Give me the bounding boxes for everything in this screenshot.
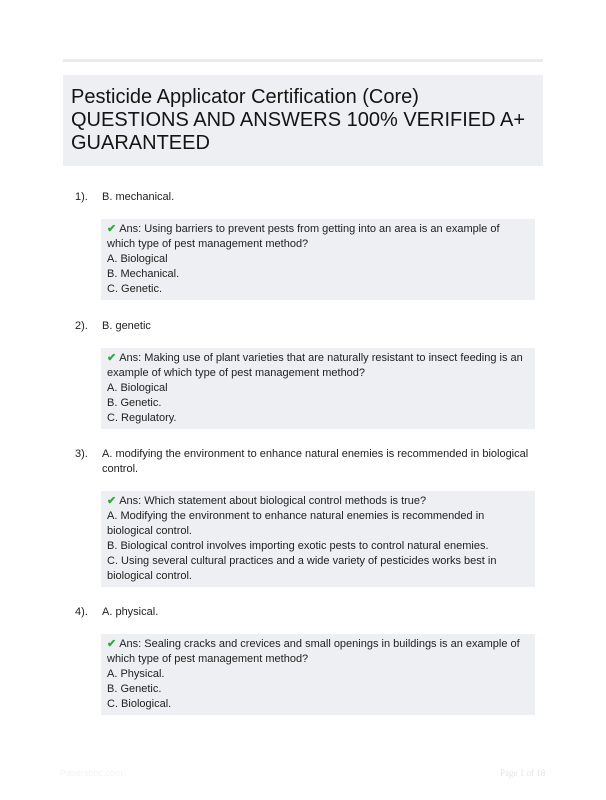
option-c: C. Using several cultural practices and a wide variety of pesticides works best in biological control. xyxy=(107,555,497,582)
option-a: A. Biological xyxy=(107,253,168,265)
option-a: A. Physical. xyxy=(107,668,165,680)
answer-panel xyxy=(101,491,535,587)
checkmark-icon: ✔ xyxy=(107,495,117,507)
answer-prompt: Ans: Making use of plant varieties that are naturally resistant to insect feeding is an example of which type of pest management method? xyxy=(107,352,523,379)
title-banner xyxy=(63,75,543,166)
question-answer: A. modifying the environment to enhance natural enemies is recommended in biological control. xyxy=(102,448,529,475)
question-answer: B. mechanical. xyxy=(102,191,175,203)
option-b: B. Genetic. xyxy=(107,683,162,695)
question-3 xyxy=(75,447,535,587)
option-a: A. Biological xyxy=(107,382,168,394)
document-title: Pesticide Applicator Certification (Core) QUESTIONS AND ANSWERS 100% VERIFIED A+ GUARANTEED xyxy=(71,86,526,154)
question-answer: A. physical. xyxy=(102,606,159,618)
checkmark-icon: ✔ xyxy=(107,352,117,364)
question-1 xyxy=(75,190,535,300)
question-number: 2). xyxy=(75,320,88,332)
question-2 xyxy=(75,319,535,429)
option-c: C. Regulatory. xyxy=(107,412,177,424)
footer-page-number: Page 1 of 18 xyxy=(500,768,546,778)
option-b: B. Mechanical. xyxy=(107,268,180,280)
answer-prompt: Ans: Sealing cracks and crevices and small openings in buildings is an example of which type of pest management method? xyxy=(107,638,520,665)
top-divider xyxy=(63,59,543,62)
answer-prompt: Ans: Using barriers to prevent pests from getting into an area is an example of which type of pest management method? xyxy=(107,223,500,250)
checkmark-icon: ✔ xyxy=(107,223,117,235)
question-number: 4). xyxy=(75,606,88,618)
answer-panel xyxy=(101,219,535,300)
option-b: B. Genetic. xyxy=(107,397,162,409)
checkmark-icon: ✔ xyxy=(107,638,117,650)
option-a: A. Modifying the environment to enhance natural enemies is recommended in biological control. xyxy=(107,510,485,537)
answer-panel xyxy=(101,634,535,715)
option-c: C. Biological. xyxy=(107,698,172,710)
question-answer: B. genetic xyxy=(102,320,151,332)
question-number: 3). xyxy=(75,448,88,460)
footer-site: Papersbbc.com xyxy=(60,768,123,778)
option-b: B. Biological control involves importing exotic pests to control natural enemies. xyxy=(107,540,489,552)
option-c: C. Genetic. xyxy=(107,283,163,295)
question-4 xyxy=(75,605,535,715)
answer-prompt: Ans: Which statement about biological control methods is true? xyxy=(119,495,427,507)
question-number: 1). xyxy=(75,191,88,203)
answer-panel xyxy=(101,348,535,429)
